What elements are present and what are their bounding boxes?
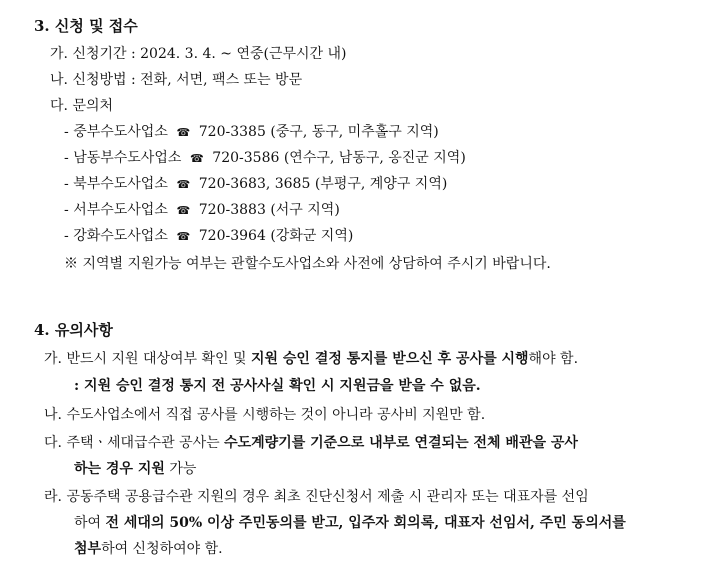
notice-emphasis: 첨부 [74,541,102,557]
notice-ra-cont [74,513,626,533]
phone-icon: ☎ [176,126,191,139]
notice-item-na [44,405,485,425]
office-phone: 720-3683, 3685 [198,176,311,192]
section-4-heading: 4. 유의사항 [34,321,113,339]
item-marker: 나. [44,407,62,423]
item-marker: 가. [50,46,68,62]
notice-item-ga [44,349,578,369]
office-phone: 720-3883 [198,202,266,218]
item-marker: 가. [44,351,62,367]
notice-emphasis: 하는 경우 지원 [74,461,165,477]
notice-emphasis: 수도계량기를 기준으로 내부로 연결되는 전체 배관을 공사 [224,435,578,451]
phone-icon: ☎ [176,230,191,243]
notice-ra-cont-2 [74,539,223,559]
office-area: (연수구, 남동구, 옹진군 지역) [283,150,466,166]
office-row [64,148,466,169]
notice-text: 하여 신청하여야 함. [101,541,223,557]
notice-item-ra [44,487,589,507]
item-marker: 다. [50,98,68,114]
apply-method-text: 신청방법 : 전화, 서면, 팩스 또는 방문 [72,72,303,88]
office-name: 서부수도사업소 [73,202,168,218]
phone-icon: ☎ [176,204,191,217]
notice-text: 가능 [164,461,197,477]
notice-text: 주택ㆍ세대급수관 공사는 [66,435,225,451]
apply-period [50,44,347,64]
office-area: (중구, 동구, 미추홀구 지역) [270,124,439,140]
office-row [64,226,353,247]
dash: - [64,150,69,166]
contact-text: 문의처 [72,98,114,114]
office-row [64,122,439,143]
office-name: 북부수도사업소 [73,176,168,192]
office-row [64,200,340,221]
phone-icon: ☎ [176,178,191,191]
office-area: (서구 지역) [270,202,340,218]
section-3-heading: 3. 신청 및 접수 [34,17,138,35]
notice-text: 하여 [74,515,106,531]
office-name: 강화수도사업소 [73,228,168,244]
dash: - [64,124,69,140]
item-marker: 나. [50,72,68,88]
contact-heading [50,96,113,116]
dash: - [64,202,69,218]
office-name: 중부수도사업소 [73,124,168,140]
notice-text: 해야 함. [528,351,579,367]
phone-icon: ☎ [189,152,204,165]
notice-ga-sub: : 지원 승인 결정 통지 전 공사사실 확인 시 지원금을 받을 수 없음. [74,378,481,394]
notice-text: 반드시 지원 대상여부 확인 및 [66,351,251,367]
item-marker: 라. [44,489,62,505]
item-marker: 다. [44,435,62,451]
notice-da-cont [74,459,196,479]
office-phone: 720-3586 [212,150,280,166]
contact-note: ※ 지역별 지원가능 여부는 관할수도사업소와 사전에 상담하여 주시기 바랍니다. [64,256,551,272]
office-area: (부평구, 계양구 지역) [314,176,448,192]
dash: - [64,176,69,192]
notice-text: 수도사업소에서 직접 공사를 시행하는 것이 아니라 공사비 지원만 함. [66,407,486,423]
apply-period-text: 신청기간 : 2024. 3. 4. ~ 연중(근무시간 내) [72,46,347,62]
office-phone: 720-3385 [198,124,266,140]
dash: - [64,228,69,244]
office-phone: 720-3964 [198,228,266,244]
office-row [64,174,447,195]
office-area: (강화군 지역) [270,228,354,244]
office-name: 남동부수도사업소 [73,150,182,166]
notice-emphasis: 지원 승인 결정 통지를 받으신 후 공사를 시행 [250,351,529,367]
notice-emphasis: 전 세대의 50% 이상 주민동의를 받고, 입주자 회의록, 대표자 선임서, 주민 동의서를 [105,515,626,531]
notice-text: 공동주택 공용급수관 지원의 경우 최초 진단신청서 제출 시 관리자 또는 대표자를 선임 [66,489,589,505]
notice-item-da [44,433,578,453]
apply-method [50,70,302,90]
